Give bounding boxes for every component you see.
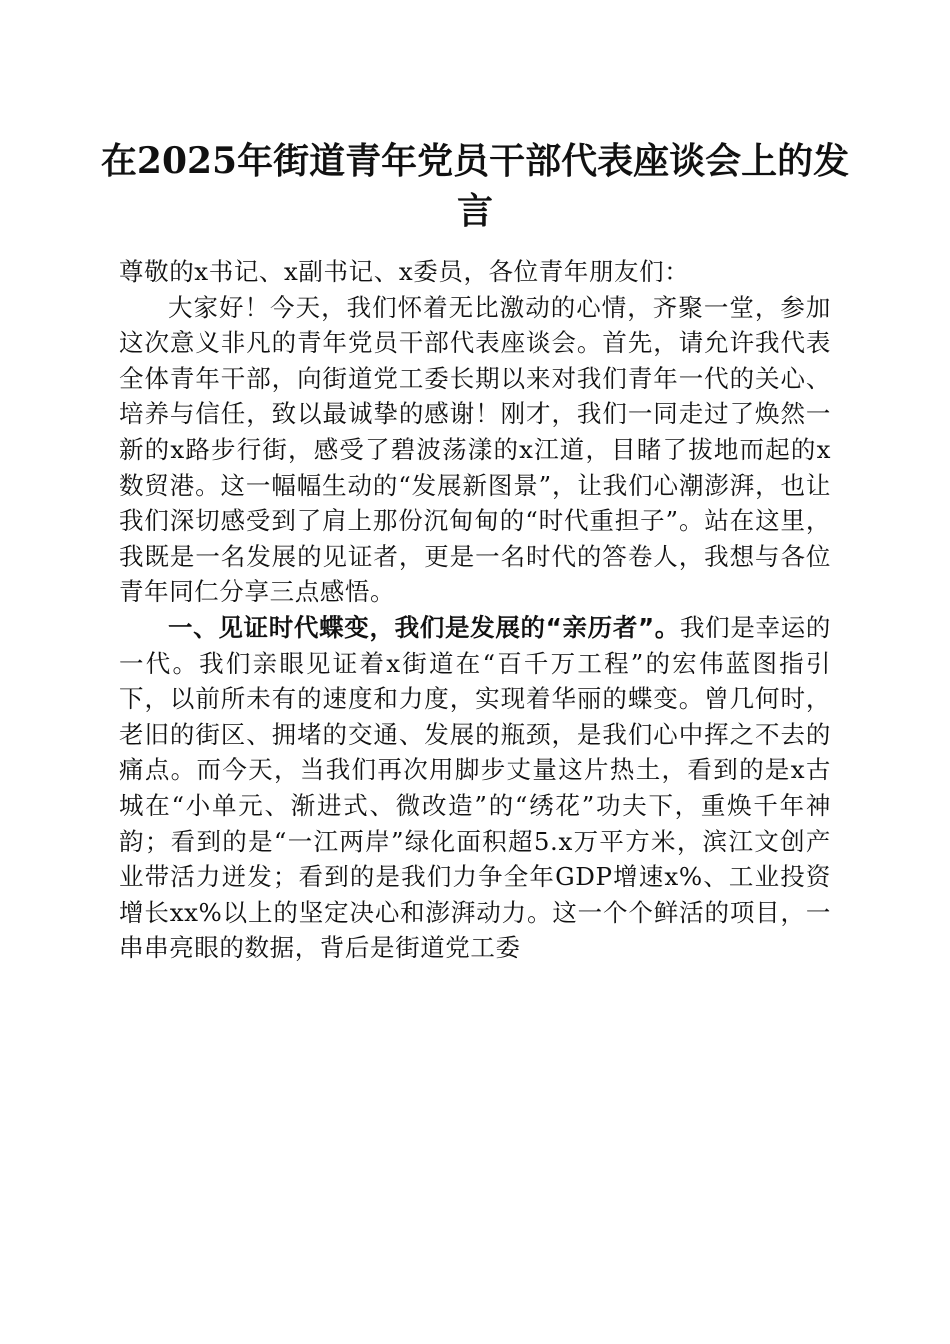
section-heading-1: 一、见证时代蝶变，我们是发展的“亲历者”。 — [168, 612, 680, 642]
paragraph-intro: 大家好！今天，我们怀着无比激动的心情，齐聚一堂，参加这次意义非凡的青年党员干部代表座谈会。首先，请允许我代表全体青年干部，向街道党工委长期以来对我们青年一代的关心、培养与信任，致以最诚挚的感谢！刚才，我们一同走过了焕然一新的x路步行街，感受了碧波荡漾的x江道，目睹了拔地而起的x数贸港。这一幅幅生动的“发展新图景”，让我们心潮澎湃，也让我们深切感受到了肩上那份沉甸甸的“时代重担子”。站在这里，我既是一名发展的见证者，更是一名时代的答卷人，我想与各位青年同仁分享三点感悟。 — [119, 292, 831, 607]
salutation: 尊敬的x书记、x副书记、x委员，各位青年朋友们： — [119, 257, 690, 286]
document-title: 在2025年街道青年党员干部代表座谈会上的发言 — [100, 140, 850, 232]
section-text-1: 我们是幸运的一代。我们亲眼见证着x街道在“百千万工程”的宏伟蓝图指引下，以前所未有的速度和力度，实现着华丽的蝶变。曾几何时，老旧的街区、拥堵的交通、发展的瓶颈，是我们心中挥之不去的痛点。而今天，当我们再次用脚步丈量这片热土，看到的是x古城在“小单元、渐进式、微改造”的“绣花”功夫下，重焕千年神韵；看到的是“一江两岸”绿化面积超5.x万平方米，滨江文创产业带活力迸发；看到的是我们力争全年GDP增速x%、工业投资增长xx%以上的坚定决心和澎湃动力。这一个个鲜活的项目，一串串亮眼的数据，背后是街道党工委 — [119, 612, 831, 963]
paragraph-section-1 — [119, 610, 831, 966]
document-body — [119, 254, 831, 966]
